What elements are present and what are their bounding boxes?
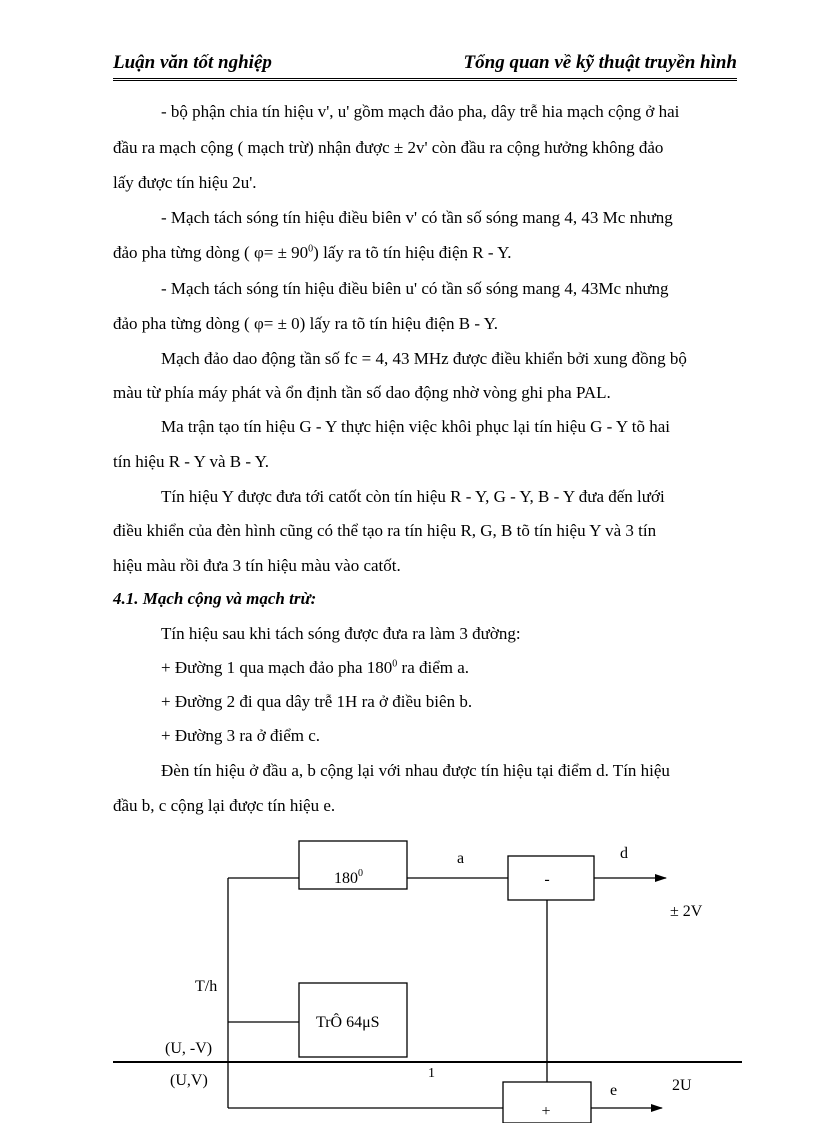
label-th: T/h	[195, 978, 218, 995]
header-right: Tổng quan về kỹ thuật truyền hình	[463, 52, 737, 73]
p5-line-2: tín hiệu R - Y và B - Y.	[113, 452, 269, 471]
minus-sign: -	[544, 871, 550, 888]
label-d: d	[620, 845, 628, 862]
p1-line-2: đầu ra mạch cộng ( mạch trừ) nhận được ± 2v' còn đầu ra cộng hưởng không đảo	[113, 138, 664, 157]
p1-line-1: - bộ phận chia tín hiệu v', u' gồm mạch đảo pha, dây trễ hia mạch cộng ở hai	[161, 102, 680, 121]
p6-line-1: Tín hiệu Y được đưa tới catốt còn tín hiệu R - Y, G - Y, B - Y đưa đến lưới	[161, 487, 665, 506]
label-uv-neg: (U, -V)	[165, 1040, 213, 1057]
phase-box-label: $180^0$	[334, 868, 363, 887]
plus-sign: +	[541, 1103, 551, 1120]
p8-line-1: Đèn tín hiệu ở đầu a, b cộng lại với nhau được tín hiệu tại điểm d. Tín hiệu	[161, 761, 670, 780]
p2-line-2: đảo pha từng dòng ( $\varphi= \pm 90^0$) lấy ra tõ tín hiệu điện R - Y.	[113, 243, 512, 262]
p5-line-1: Ma trận tạo tín hiệu G - Y thực hiện việc khôi phục lại tín hiệu G - Y tõ hai	[161, 417, 671, 436]
p4-line-1: Mạch đảo dao động tần số fc = 4, 43 MHz được điều khiển bởi xung đồng bộ	[161, 349, 687, 368]
p2-line-1: - Mạch tách sóng tín hiệu điều biên v' có tần số sóng mang 4, 43 Mc nhưng	[161, 208, 673, 227]
superscript: 0	[392, 658, 398, 670]
section-heading: 4.1. Mạch cộng và mạch trừ:	[113, 589, 317, 608]
p7: Tín hiệu sau khi tách sóng được đưa ra làm 3 đường:	[161, 624, 521, 643]
header-left: Luận văn tốt nghiệp	[113, 52, 272, 73]
label-pm2v: ± 2V	[670, 903, 703, 920]
label-uv: (U,V)	[170, 1072, 208, 1089]
p6-line-2: điều khiển của đèn hình cũng có thể tạo ra tín hiệu R, G, B tõ tín hiệu Y và 3 tín	[113, 521, 657, 540]
label-2u: 2U	[672, 1077, 692, 1094]
label-a: a	[457, 850, 465, 867]
p3-line-2: đảo pha từng dòng ( φ= ± 0) lấy ra tõ tín hiệu điện B - Y.	[113, 314, 498, 333]
p3-line-1: - Mạch tách sóng tín hiệu điều biên u' có tần số sóng mang 4, 43Mc nhưng	[161, 279, 669, 298]
page-number: 1	[428, 1066, 435, 1081]
p8-line-2: đầu b, c cộng lại được tín hiệu e.	[113, 796, 336, 815]
list-item-3: + Đường 3 ra ở điểm c.	[161, 726, 321, 745]
list-item-1: + Đường 1 qua mạch đảo pha $180^0$ ra điểm a.	[161, 658, 470, 677]
delay-box-label: TrÔ 64μS	[316, 1014, 380, 1031]
list-item-2: + Đường 2 đi qua dây trễ 1H ra ở điều biên b.	[161, 692, 473, 711]
p1-line-3: lấy được tín hiệu 2u'.	[113, 173, 257, 192]
p4-line-2: màu từ phía máy phát và ổn định tần số dao động nhờ vòng ghi pha PAL.	[113, 383, 611, 402]
subtractor-box	[508, 856, 594, 900]
p6-line-3: hiệu màu rồi đưa 3 tín hiệu màu vào catốt.	[113, 556, 401, 575]
label-e: e	[610, 1082, 618, 1099]
superscript: 0	[308, 243, 314, 255]
